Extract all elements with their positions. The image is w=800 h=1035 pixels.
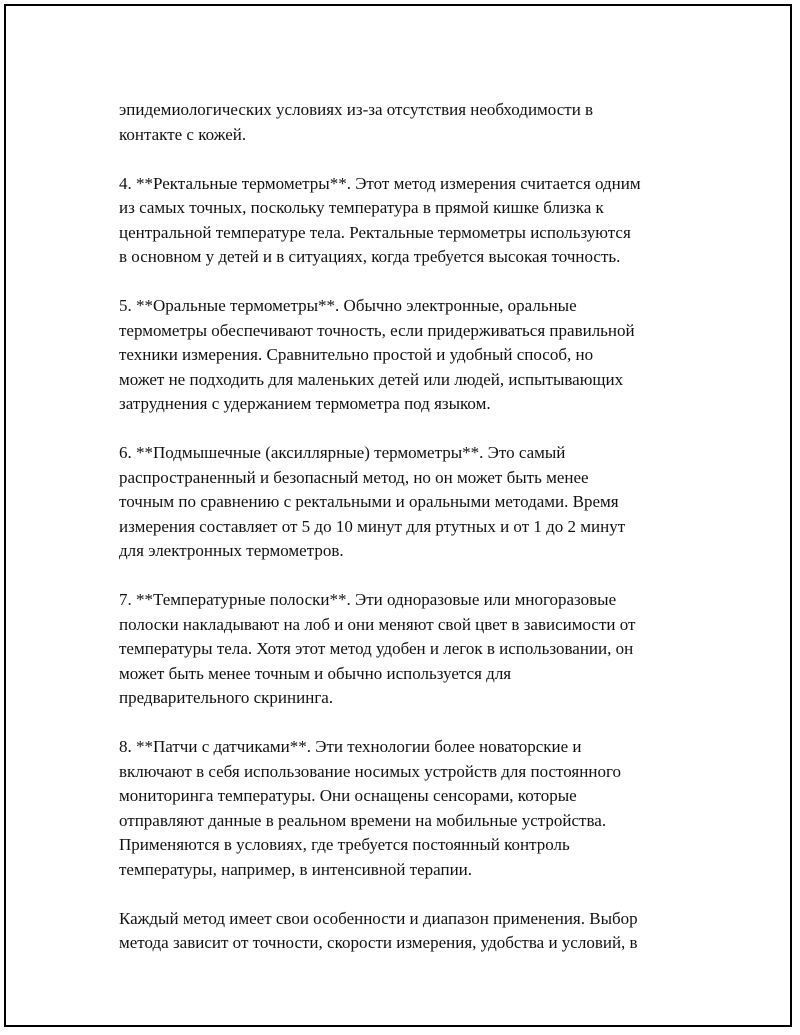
paragraph-conclusion: Каждый метод имеет свои особенности и диапазон применения. Выбор метода зависит от точности, скорости измерения, удобства и условий, в bbox=[119, 908, 638, 952]
paragraph-rectal-thermometers: 4. **Ректальные термометры**. Этот метод измерения считается одним из самых точных, поскольку температура в прямой кишке близка к центральной температуре тела. Ректальные термометры используются в основном у детей и в ситуациях, когда требуется высокая точность. bbox=[119, 173, 641, 266]
paragraph-oral-thermometers: 5. **Оральные термометры**. Обычно электронные, оральные термометры обеспечивают точность, если придерживаться правильной техники измерения. Сравнительно простой и удобный способ, но может не подходить для маленьких детей или людей, испытывающих затруднения с удержанием термометра под языком. bbox=[119, 296, 635, 413]
paragraph-temperature-strips: 7. **Температурные полоски**. Эти одноразовые или многоразовые полоски накладывают на лоб и они меняют свой цвет в зависимости от температуры тела. Хотя этот метод удобен и легок в использовании, он может быть менее точным и обычно используется для предварительного скрининга. bbox=[119, 590, 636, 707]
paragraph-axillary-thermometers: 6. **Подмышечные (аксиллярные) термометры**. Это самый распространенный и безопасный метод, но он может быть менее точным по сравнению с ректальными и оральными методами. Время измерения составляет от 5 до 10 минут для ртутных и от 1 до 2 минут для электронных термометров. bbox=[119, 443, 626, 560]
paragraph-intro-continuation: эпидемиологических условиях из-за отсутствия необходимости в контакте с кожей. bbox=[119, 100, 594, 144]
page-border bbox=[4, 4, 792, 1027]
document-body bbox=[119, 98, 699, 980]
paragraph-sensor-patches: 8. **Патчи с датчиками**. Эти технологии более новаторские и включают в себя использование носимых устройств для постоянного мониторинга температуры. Они оснащены сенсорами, которые отправляют данные в реальном времени на мобильные устройства. Применяются в условиях, где требуется постоянный контроль температуры, например, в интенсивной терапии. bbox=[119, 737, 621, 879]
